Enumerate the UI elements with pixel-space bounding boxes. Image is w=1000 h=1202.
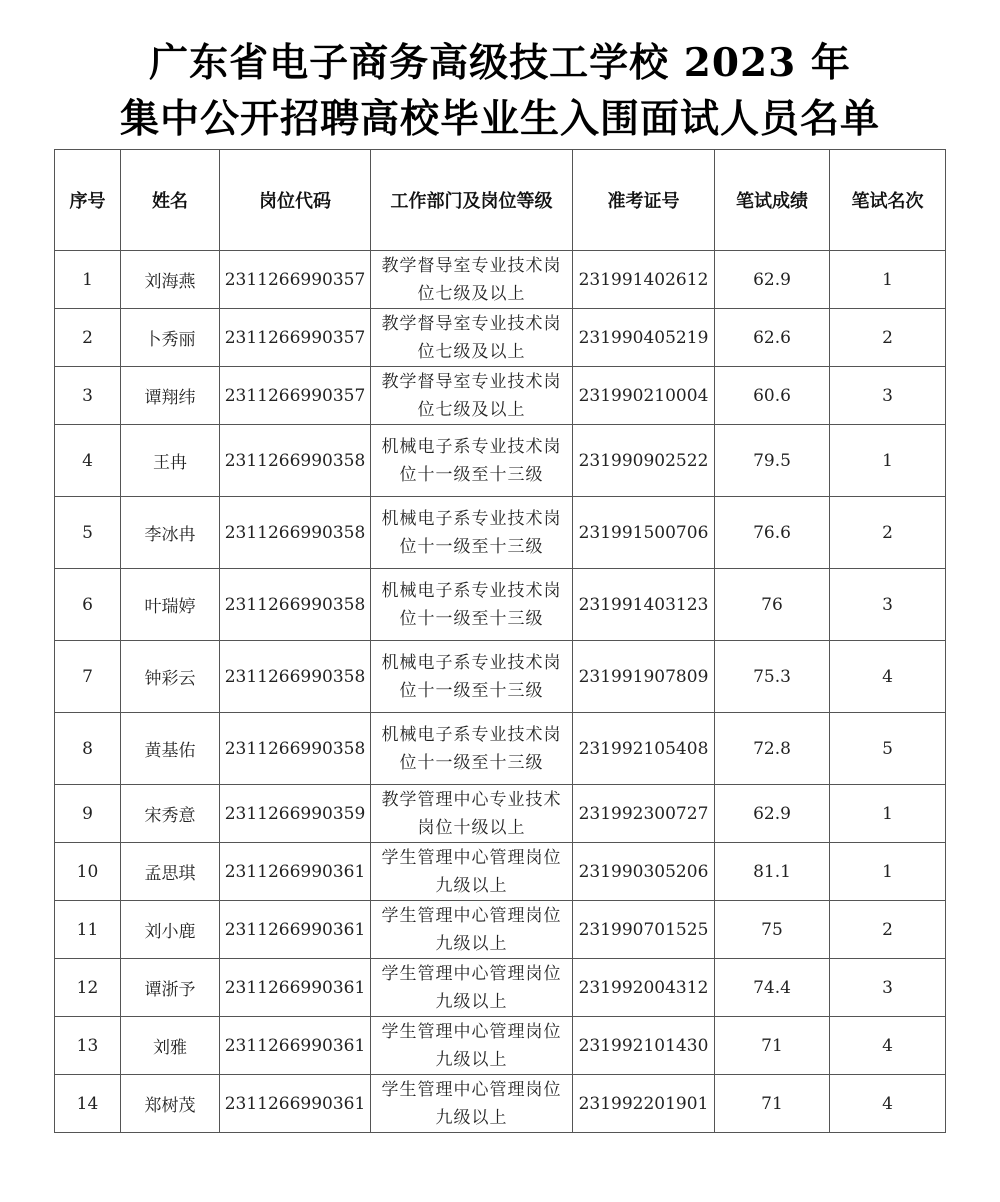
cell-written-rank: 2 [830, 901, 946, 959]
cell-name: 孟思琪 [121, 843, 220, 901]
cell-serial-number: 13 [55, 1017, 121, 1075]
table-row [55, 641, 946, 713]
cell-position-code: 2311266990361 [220, 1075, 371, 1133]
cell-exam-id: 231991402612 [573, 251, 715, 309]
cell-written-rank: 3 [830, 959, 946, 1017]
table-row [55, 367, 946, 425]
cell-written-score: 76.6 [715, 497, 830, 569]
cell-exam-id: 231992101430 [573, 1017, 715, 1075]
cell-written-score: 62.6 [715, 309, 830, 367]
table-row [55, 843, 946, 901]
cell-written-score: 81.1 [715, 843, 830, 901]
cell-written-rank: 2 [830, 497, 946, 569]
cell-position-code: 2311266990361 [220, 1017, 371, 1075]
cell-department-level: 学生管理中心管理岗位九级以上 [371, 1017, 573, 1075]
cell-exam-id: 231992105408 [573, 713, 715, 785]
cell-serial-number: 14 [55, 1075, 121, 1133]
cell-department-level: 学生管理中心管理岗位九级以上 [371, 959, 573, 1017]
cell-serial-number: 1 [55, 251, 121, 309]
cell-serial-number: 2 [55, 309, 121, 367]
table-row [55, 1017, 946, 1075]
cell-department-level: 机械电子系专业技术岗位十一级至十三级 [371, 641, 573, 713]
table-row [55, 713, 946, 785]
header-written-score: 笔试成绩 [715, 150, 830, 251]
cell-serial-number: 8 [55, 713, 121, 785]
candidate-table [54, 149, 946, 1133]
document-title-line-2: 集中公开招聘高校毕业生入围面试人员名单 [119, 96, 880, 142]
cell-serial-number: 6 [55, 569, 121, 641]
table-row [55, 901, 946, 959]
header-serial-number: 序号 [55, 150, 121, 251]
cell-written-rank: 4 [830, 1017, 946, 1075]
cell-department-level: 教学督导室专业技术岗位七级及以上 [371, 367, 573, 425]
cell-name: 宋秀意 [121, 785, 220, 843]
cell-written-rank: 1 [830, 785, 946, 843]
cell-written-rank: 1 [830, 843, 946, 901]
cell-exam-id: 231990701525 [573, 901, 715, 959]
cell-exam-id: 231992201901 [573, 1075, 715, 1133]
table-row [55, 785, 946, 843]
cell-written-score: 75 [715, 901, 830, 959]
cell-name: 卜秀丽 [121, 309, 220, 367]
cell-written-rank: 2 [830, 309, 946, 367]
cell-exam-id: 231991500706 [573, 497, 715, 569]
cell-written-score: 71 [715, 1075, 830, 1133]
cell-exam-id: 231990305206 [573, 843, 715, 901]
cell-written-rank: 4 [830, 1075, 946, 1133]
cell-exam-id: 231991907809 [573, 641, 715, 713]
cell-serial-number: 7 [55, 641, 121, 713]
cell-position-code: 2311266990358 [220, 641, 371, 713]
cell-position-code: 2311266990357 [220, 367, 371, 425]
cell-department-level: 学生管理中心管理岗位九级以上 [371, 843, 573, 901]
cell-position-code: 2311266990361 [220, 901, 371, 959]
cell-name: 黄基佑 [121, 713, 220, 785]
cell-department-level: 学生管理中心管理岗位九级以上 [371, 901, 573, 959]
cell-serial-number: 4 [55, 425, 121, 497]
table-row [55, 959, 946, 1017]
cell-department-level: 机械电子系专业技术岗位十一级至十三级 [371, 713, 573, 785]
cell-name: 钟彩云 [121, 641, 220, 713]
cell-written-rank: 1 [830, 425, 946, 497]
header-department-level: 工作部门及岗位等级 [371, 150, 573, 251]
cell-written-rank: 4 [830, 641, 946, 713]
cell-department-level: 学生管理中心管理岗位九级以上 [371, 1075, 573, 1133]
cell-written-score: 62.9 [715, 251, 830, 309]
cell-written-score: 76 [715, 569, 830, 641]
cell-name: 王冉 [121, 425, 220, 497]
cell-serial-number: 3 [55, 367, 121, 425]
cell-department-level: 机械电子系专业技术岗位十一级至十三级 [371, 497, 573, 569]
cell-name: 谭翔纬 [121, 367, 220, 425]
table-row [55, 425, 946, 497]
cell-name: 刘雅 [121, 1017, 220, 1075]
table-row [55, 309, 946, 367]
table-row [55, 569, 946, 641]
cell-position-code: 2311266990358 [220, 425, 371, 497]
cell-position-code: 2311266990361 [220, 843, 371, 901]
cell-name: 刘小鹿 [121, 901, 220, 959]
header-name: 姓名 [121, 150, 220, 251]
cell-department-level: 教学管理中心专业技术岗位十级以上 [371, 785, 573, 843]
cell-department-level: 教学督导室专业技术岗位七级及以上 [371, 309, 573, 367]
cell-position-code: 2311266990361 [220, 959, 371, 1017]
cell-serial-number: 5 [55, 497, 121, 569]
cell-exam-id: 231992300727 [573, 785, 715, 843]
cell-name: 刘海燕 [121, 251, 220, 309]
table-row [55, 497, 946, 569]
header-exam-id: 准考证号 [573, 150, 715, 251]
cell-department-level: 机械电子系专业技术岗位十一级至十三级 [371, 569, 573, 641]
cell-name: 叶瑞婷 [121, 569, 220, 641]
cell-written-score: 72.8 [715, 713, 830, 785]
cell-exam-id: 231992004312 [573, 959, 715, 1017]
cell-exam-id: 231990405219 [573, 309, 715, 367]
cell-position-code: 2311266990357 [220, 309, 371, 367]
cell-exam-id: 231991403123 [573, 569, 715, 641]
cell-name: 李冰冉 [121, 497, 220, 569]
cell-position-code: 2311266990358 [220, 569, 371, 641]
cell-department-level: 机械电子系专业技术岗位十一级至十三级 [371, 425, 573, 497]
cell-written-rank: 3 [830, 367, 946, 425]
cell-written-score: 74.4 [715, 959, 830, 1017]
cell-written-score: 71 [715, 1017, 830, 1075]
cell-written-score: 79.5 [715, 425, 830, 497]
cell-serial-number: 12 [55, 959, 121, 1017]
cell-serial-number: 11 [55, 901, 121, 959]
table-header-row [55, 150, 946, 251]
table-row [55, 1075, 946, 1133]
header-written-rank: 笔试名次 [830, 150, 946, 251]
cell-written-rank: 5 [830, 713, 946, 785]
document-title-line-1: 广东省电子商务高级技工学校 2023 年 [149, 40, 851, 86]
cell-position-code: 2311266990358 [220, 713, 371, 785]
cell-name: 谭浙予 [121, 959, 220, 1017]
cell-exam-id: 231990902522 [573, 425, 715, 497]
cell-position-code: 2311266990359 [220, 785, 371, 843]
cell-serial-number: 9 [55, 785, 121, 843]
cell-position-code: 2311266990357 [220, 251, 371, 309]
cell-serial-number: 10 [55, 843, 121, 901]
cell-name: 郑树茂 [121, 1075, 220, 1133]
cell-position-code: 2311266990358 [220, 497, 371, 569]
cell-written-score: 62.9 [715, 785, 830, 843]
cell-written-rank: 1 [830, 251, 946, 309]
cell-written-score: 60.6 [715, 367, 830, 425]
table-row [55, 251, 946, 309]
cell-department-level: 教学督导室专业技术岗位七级及以上 [371, 251, 573, 309]
header-position-code: 岗位代码 [220, 150, 371, 251]
cell-written-score: 75.3 [715, 641, 830, 713]
cell-exam-id: 231990210004 [573, 367, 715, 425]
cell-written-rank: 3 [830, 569, 946, 641]
